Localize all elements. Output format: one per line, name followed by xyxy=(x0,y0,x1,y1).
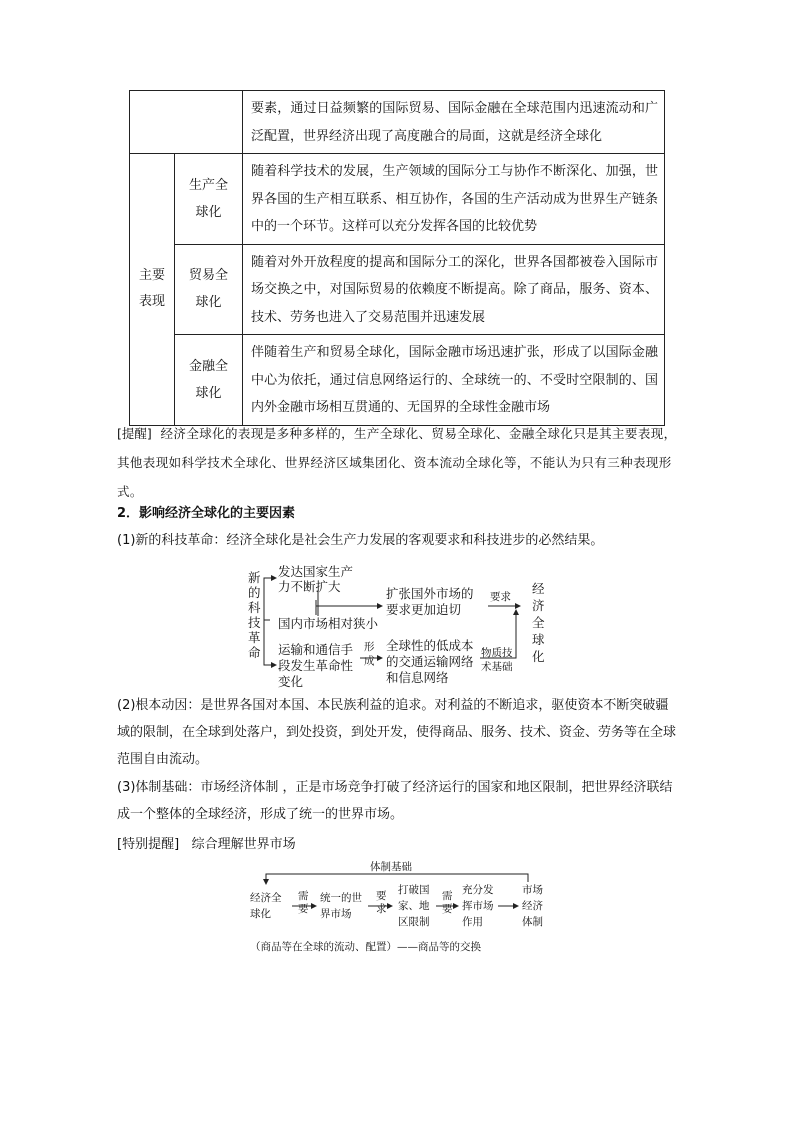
category-label: 主要表现 xyxy=(138,268,165,310)
arrow2-label: 要求 xyxy=(376,890,387,915)
world-market-diagram xyxy=(250,860,550,960)
node3-line1: 打破国 xyxy=(398,884,430,896)
bottom-box-line2: 段发生革命性 xyxy=(278,658,354,673)
tip-label: [提醒] xyxy=(117,426,152,441)
node4-line3: 作用 xyxy=(462,916,483,928)
tip-text: 经济全球化的表现是多种多样的，生产全球化、贸易全球化、金融全球化只是其主要表现，其他表现如科学技术全球化、世界经济区域集团化、资本流动全球化等，不能认为只有三种表现形式。 xyxy=(117,426,677,499)
right-label: 经济全球化 xyxy=(532,581,545,664)
left-label: 新的科技革命 xyxy=(248,570,261,660)
factor-1: (1)新的科技革命：经济全球化是社会生产力发展的客观要求和科技进步的必然结果。 xyxy=(117,533,604,548)
special-tip-text: 综合理解世界市场 xyxy=(191,837,296,852)
arrow1-label: 需要 xyxy=(298,890,309,915)
category-cell xyxy=(130,154,175,426)
top-box-line2: 力不断扩大 xyxy=(278,579,341,594)
row-text: 伴随着生产和贸易全球化，国际金融市场迅速扩张，形成了以国际金融中心为依托，通过信息网络运行的、全球统一的、不受时空限制的、国内外金融市场相互贯通的、无国界的全球性金融市场 xyxy=(243,335,665,426)
node4-line2: 挥市场 xyxy=(462,900,494,912)
table-row xyxy=(130,335,665,426)
bottom-box-line1: 运输和通信手 xyxy=(278,642,354,657)
table-empty-cell xyxy=(130,91,243,154)
section-heading: 2．影响经济全球化的主要因素 xyxy=(117,506,296,521)
node1-line1: 经济全 xyxy=(250,892,282,904)
tech-revolution-diagram xyxy=(240,560,560,690)
row-label: 金融全球化 xyxy=(188,358,228,401)
row-text: 随着科学技术的发展，生产领域的国际分工与协作不断深化、加强，世界各国的生产相互联系、相互协作，各国的生产活动成为世界生产链条中的一个环节。这样可以充分发挥各国的比较优势 xyxy=(243,154,665,245)
top-label: 体制基础 xyxy=(370,861,412,873)
table-row xyxy=(130,244,665,335)
upper-result-line1: 扩张国外市场的 xyxy=(386,586,474,601)
node2-line1: 统一的世 xyxy=(320,892,362,904)
node5-line3: 体制 xyxy=(522,916,543,928)
row-label-cell xyxy=(175,335,243,426)
node3-line3: 区限制 xyxy=(398,916,430,928)
top-box-line1: 发达国家生产 xyxy=(278,564,354,579)
require-label: 要求 xyxy=(490,591,511,603)
special-tip xyxy=(117,831,677,859)
row-label-cell xyxy=(175,154,243,245)
factor-3: (3)体制基础：市场经济体制 ，正是市场竞争打破了经济运行的国家和地区限制，把世界经济联结成一个整体的全球经济，形成了统一的世界市场。 xyxy=(117,780,673,822)
node2-line2: 界市场 xyxy=(320,908,352,920)
bottom-box-line3: 变化 xyxy=(278,674,304,689)
upper-result-line2: 要求更加迫切 xyxy=(386,602,462,617)
lower-result-line2: 的交通运输网络 xyxy=(386,654,474,669)
row-label: 贸易全球化 xyxy=(188,268,228,311)
node5-line2: 经济 xyxy=(522,900,543,912)
diagram2-caption: （商品等在全球的流动、配置）——商品等的交换 xyxy=(250,941,481,953)
node4-line1: 充分发 xyxy=(462,884,494,896)
tip-paragraph xyxy=(117,419,677,506)
special-tip-label: [特别提醒] xyxy=(117,837,180,852)
lower-result-line1: 全球性的低成本 xyxy=(386,638,474,653)
lower-result-line3: 和信息网络 xyxy=(386,670,449,685)
row-text: 随着对外开放程度的提高和国际分工的深化，世界各国都被卷入国际市场交换之中，对国际贸易的依赖度不断提高。除了商品，服务、资本、技术、劳务也进入了交易范围并迅速发展 xyxy=(243,244,665,335)
node1-line2: 球化 xyxy=(250,908,271,920)
row-label: 生产全球化 xyxy=(188,177,228,220)
form-label: 形成 xyxy=(364,641,375,667)
node5-line1: 市场 xyxy=(522,884,543,896)
continuation-text: 要素，通过日益频繁的国际贸易、国际金融在全球范围内迅速流动和广泛配置，世界经济出现了高度融合的局面，这就是经济全球化 xyxy=(243,91,665,154)
node3-line2: 家、地 xyxy=(398,900,430,912)
arrow3-label: 需要 xyxy=(442,890,453,915)
tech-label-line2: 术基础 xyxy=(481,661,513,673)
table-row xyxy=(130,91,665,154)
middle-label: 国内市场相对狭小 xyxy=(278,616,379,631)
globalization-table xyxy=(129,90,665,426)
factor-2: (2)根本动因：是世界各国对本国、本民族利益的追求。对利益的不断追求，驱使资本不断突破疆域的限制，在全球到处落户，到处投资，到处开发，使得商品、服务、技术、资金、劳务等在全球范围自由流动。 xyxy=(117,698,677,767)
table-row xyxy=(130,154,665,245)
tech-label-line1: 物质技 xyxy=(481,647,513,659)
row-label-cell xyxy=(175,244,243,335)
